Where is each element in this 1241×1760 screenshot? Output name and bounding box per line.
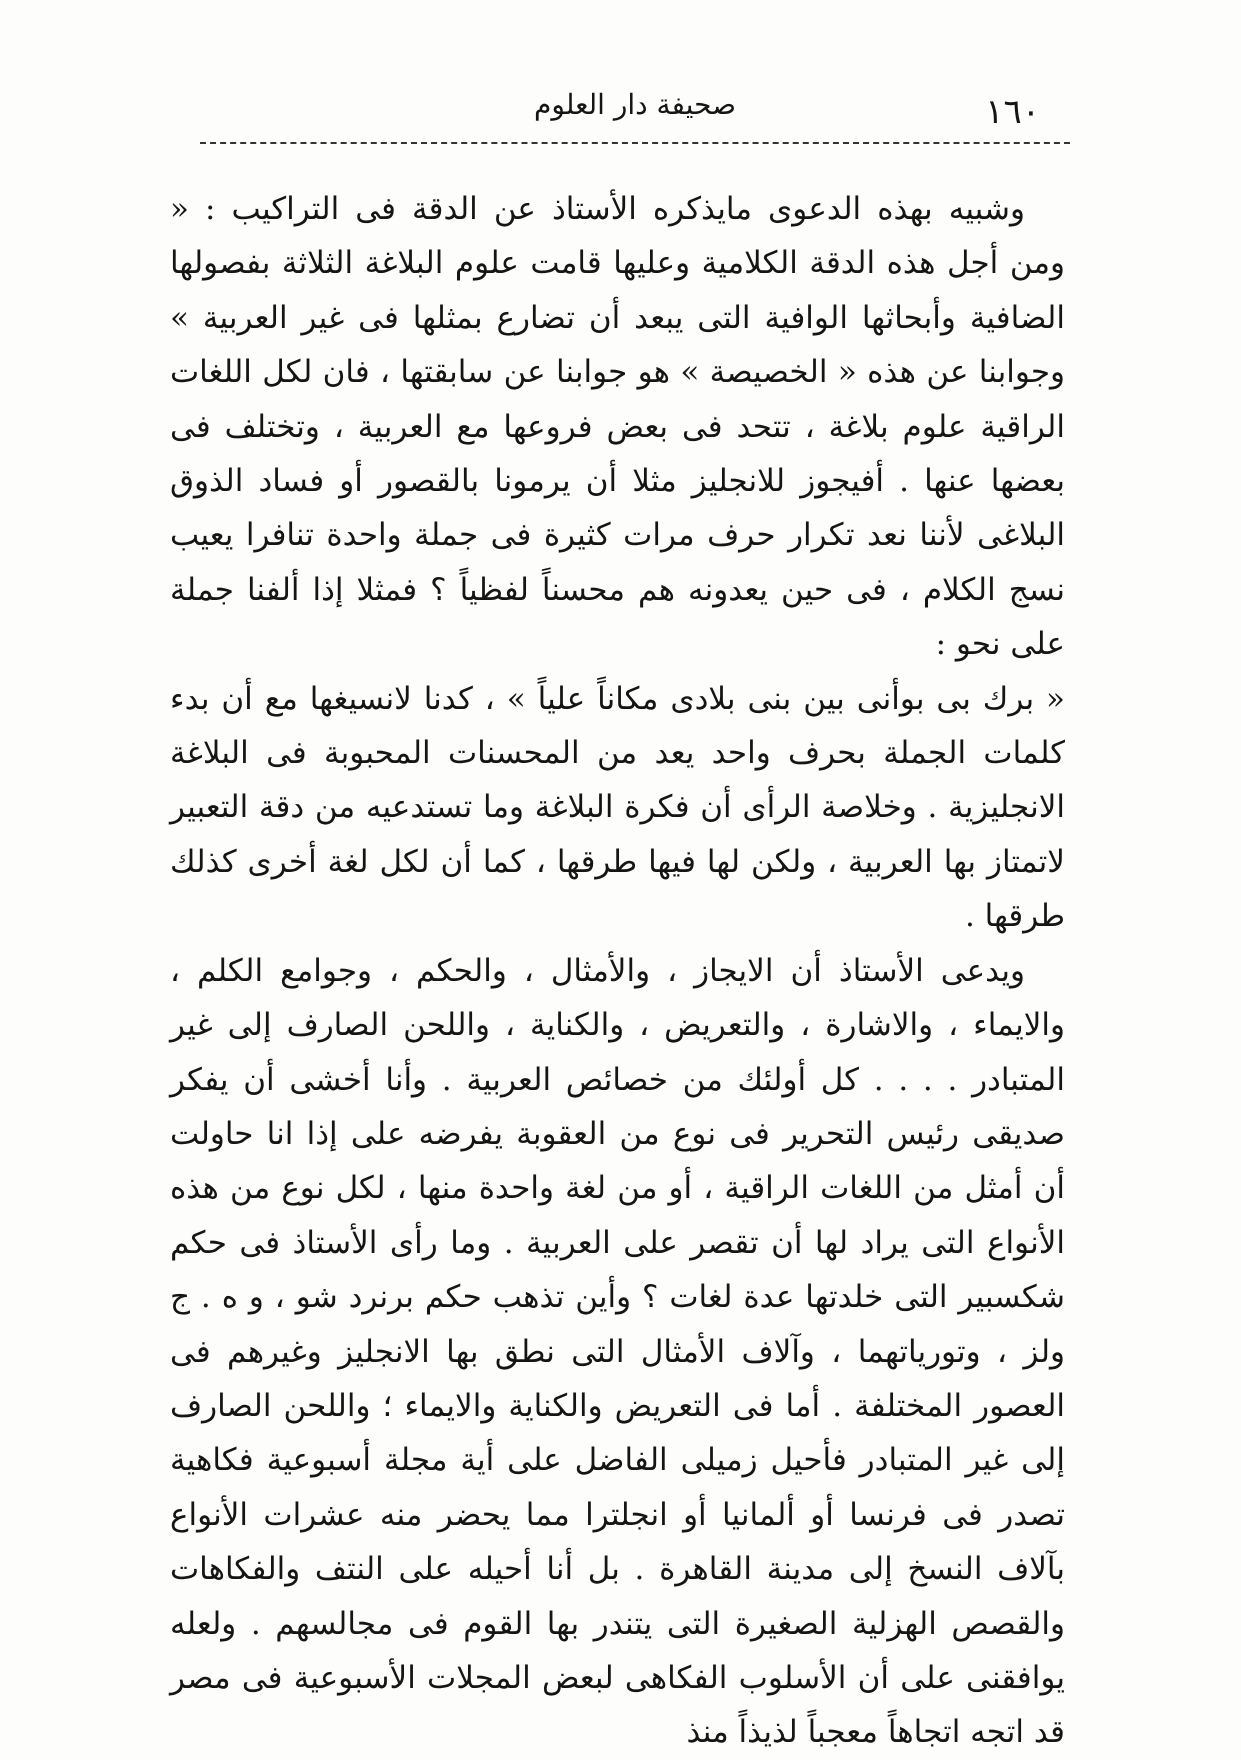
body-text xyxy=(170,182,1065,1760)
page-header xyxy=(200,80,1070,140)
paragraph: « برك بى بوأنى بين بنى بلادى مكاناً علياً » ، كدنا لانسيغها مع أن بدء كلمات الجملة بحرف واحد يعد من المحسنات المحبوبة فى البلاغة الانجليزية . وخلاصة الرأى أن فكرة البلاغة وما تستدعيه من دقة التعبير لاتمتاز بها العربية ، ولكن لها فيها طرقها ، كما أن لكل لغة أخرى كذلك طرقها . xyxy=(170,680,1065,935)
paragraph: ويدعى الأستاذ أن الايجاز ، والأمثال ، والحكم ، وجوامع الكلم ، والايماء ، والاشارة ، والتعريض ، والكناية ، واللحن الصارف إلى غير المتبادر . . . . كل أولئك من خصائص العربية . وأنا أخشى أن يفكر صديقى رئيس التحرير فى نوع من العقوبة يفرضه على إذا انا حاولت أن أمثل من اللغات الراقية ، أو من لغة واحدة منها ، لكل نوع من هذه الأنواع التى يراد لها أن تقصر على العربية . وما رأى الأستاذ فى حكم شكسبير التى خلدتها عدة لغات ؟ وأين تذهب حكم برنرد شو ، و ه . ج ولز ، وتورياتهما ، وآلاف الأمثال التى نطق بها الانجليز وغيرهم فى العصور المختلفة . أما فى التعريض والكناية والايماء ؛ واللحن الصارف إلى غير المتبادر فأحيل زميلى الفاضل على أية مجلة أسبوعية فكاهية تصدر فى فرنسا أو ألمانيا أو انجلترا مما يحضر منه عشرات الأنواع بآلاف النسخ إلى مدينة القاهرة . بل أنا أحيله على النتف والفكاهات والقصص الهزلية الصغيرة التى يتندر بها القوم فى مجالسهم . ولعله يوافقنى على أن الأسلوب الفكاهى لبعض المجلات الأسبوعية فى مصر قد اتجه اتجاهاً معجباً لذيذاً منذ xyxy=(170,952,1065,1751)
page-number: ١٦٠ xyxy=(985,92,1040,132)
running-title: صحيفة دار العلوم xyxy=(534,88,736,121)
header-rule xyxy=(200,142,1070,144)
paragraph: وشبيه بهذه الدعوى مايذكره الأستاذ عن الدقة فى التراكيب : « ومن أجل هذه الدقة الكلامية وعليها قامت علوم البلاغة الثلاثة بفصولها الضافية وأبحاثها الوافية التى يبعد أن تضارع بمثلها فى غير العربية » وجوابنا عن هذه « الخصيصة » هو جوابنا عن سابقتها ، فان لكل اللغات الراقية علوم بلاغة ، تتحد فى بعض فروعها مع العربية ، وتختلف فى بعضها عنها . أفيجوز للانجليز مثلا أن يرمونا بالقصور أو فساد الذوق البلاغى لأننا نعد تكرار حرف مرات كثيرة فى جملة واحدة تنافرا يعيب نسج الكلام ، فى حين يعدونه هم محسناً لفظياً ؟ فمثلا إذا ألفنا جملة على نحو : xyxy=(170,191,1065,663)
